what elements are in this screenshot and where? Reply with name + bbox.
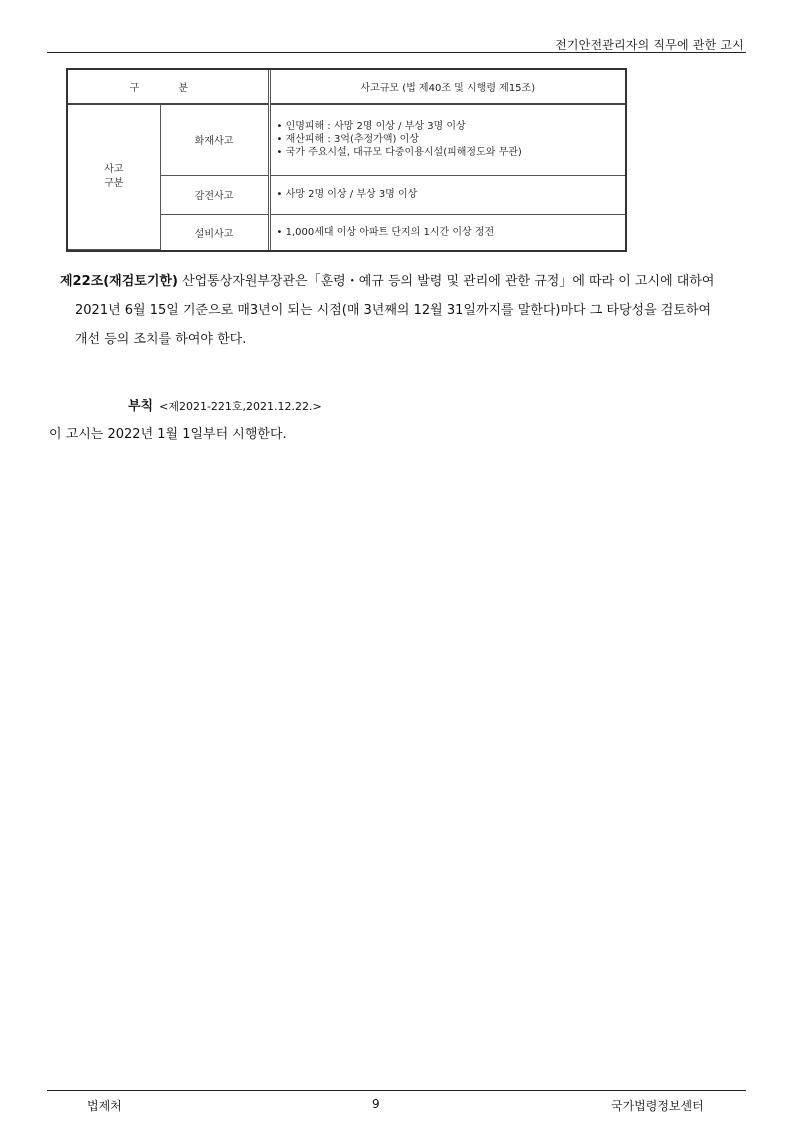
article-22-line-1 [60, 267, 750, 296]
addenda-reference: <제2021-221호,2021.12.22.> [159, 400, 322, 413]
accident-type-electric-shock: 감전사고 [160, 175, 269, 214]
article-22-text: 산업통상자원부장관은「훈령・예규 등의 발령 및 관리에 관한 규정」에 따라 이 고시에 대하여 [177, 274, 715, 289]
addenda-effective-date: 이 고시는 2022년 1월 1일부터 시행한다. [49, 427, 287, 442]
criteria-line: • 인명피해 : 사망 2명 이상 / 부상 3명 이상 [276, 121, 466, 133]
document-title: 전기안전관리자의 직무에 관한 고시 [555, 38, 744, 52]
category-label: 사고 구분 [104, 164, 124, 189]
article-22-line-2: 2021년 6월 15일 기준으로 매3년이 되는 시점(매 3년째의 12월 31일까지를 말한다)마다 그 타당성을 검토하여 [75, 303, 712, 318]
accident-type-equipment: 설비사고 [160, 214, 269, 250]
addenda-label: 부칙 [128, 399, 154, 414]
table-header-scale: 사고규모 (법 제40조 및 시행령 제15조) [269, 70, 625, 104]
footer-publisher: 국가법령정보센터 [611, 1099, 704, 1113]
article-22-line-3: 개선 등의 조치를 하여야 한다. [75, 332, 247, 347]
criteria-line: • 사망 2명 이상 / 부상 3명 이상 [276, 189, 418, 200]
article-22-heading: 제22조(재검토기한) [60, 274, 178, 289]
criteria-line: • 1,000세대 이상 아파트 단지의 1시간 이상 정전 [276, 226, 495, 238]
criteria-electric-shock [269, 175, 625, 214]
criteria-equipment [269, 214, 625, 250]
accident-type-fire: 화재사고 [160, 104, 269, 175]
footer-source: 법제처 [87, 1099, 122, 1113]
criteria-line: • 재산피해 : 3억(추정가액) 이상 [276, 134, 419, 146]
table-row [68, 104, 625, 175]
category-cell [68, 104, 160, 250]
article-22 [60, 267, 750, 354]
criteria-fire [269, 104, 625, 175]
page-number: 9 [372, 1097, 380, 1111]
table-header-row [68, 70, 625, 104]
table-header-gubun: 구 분 [68, 70, 269, 104]
addenda-heading [128, 395, 322, 414]
header-divider [47, 52, 746, 53]
criteria-line: • 국가 주요시설, 대규모 다중이용시설(피해정도와 무관) [276, 147, 522, 159]
footer-divider [47, 1090, 746, 1091]
accident-scale-table [66, 68, 627, 252]
